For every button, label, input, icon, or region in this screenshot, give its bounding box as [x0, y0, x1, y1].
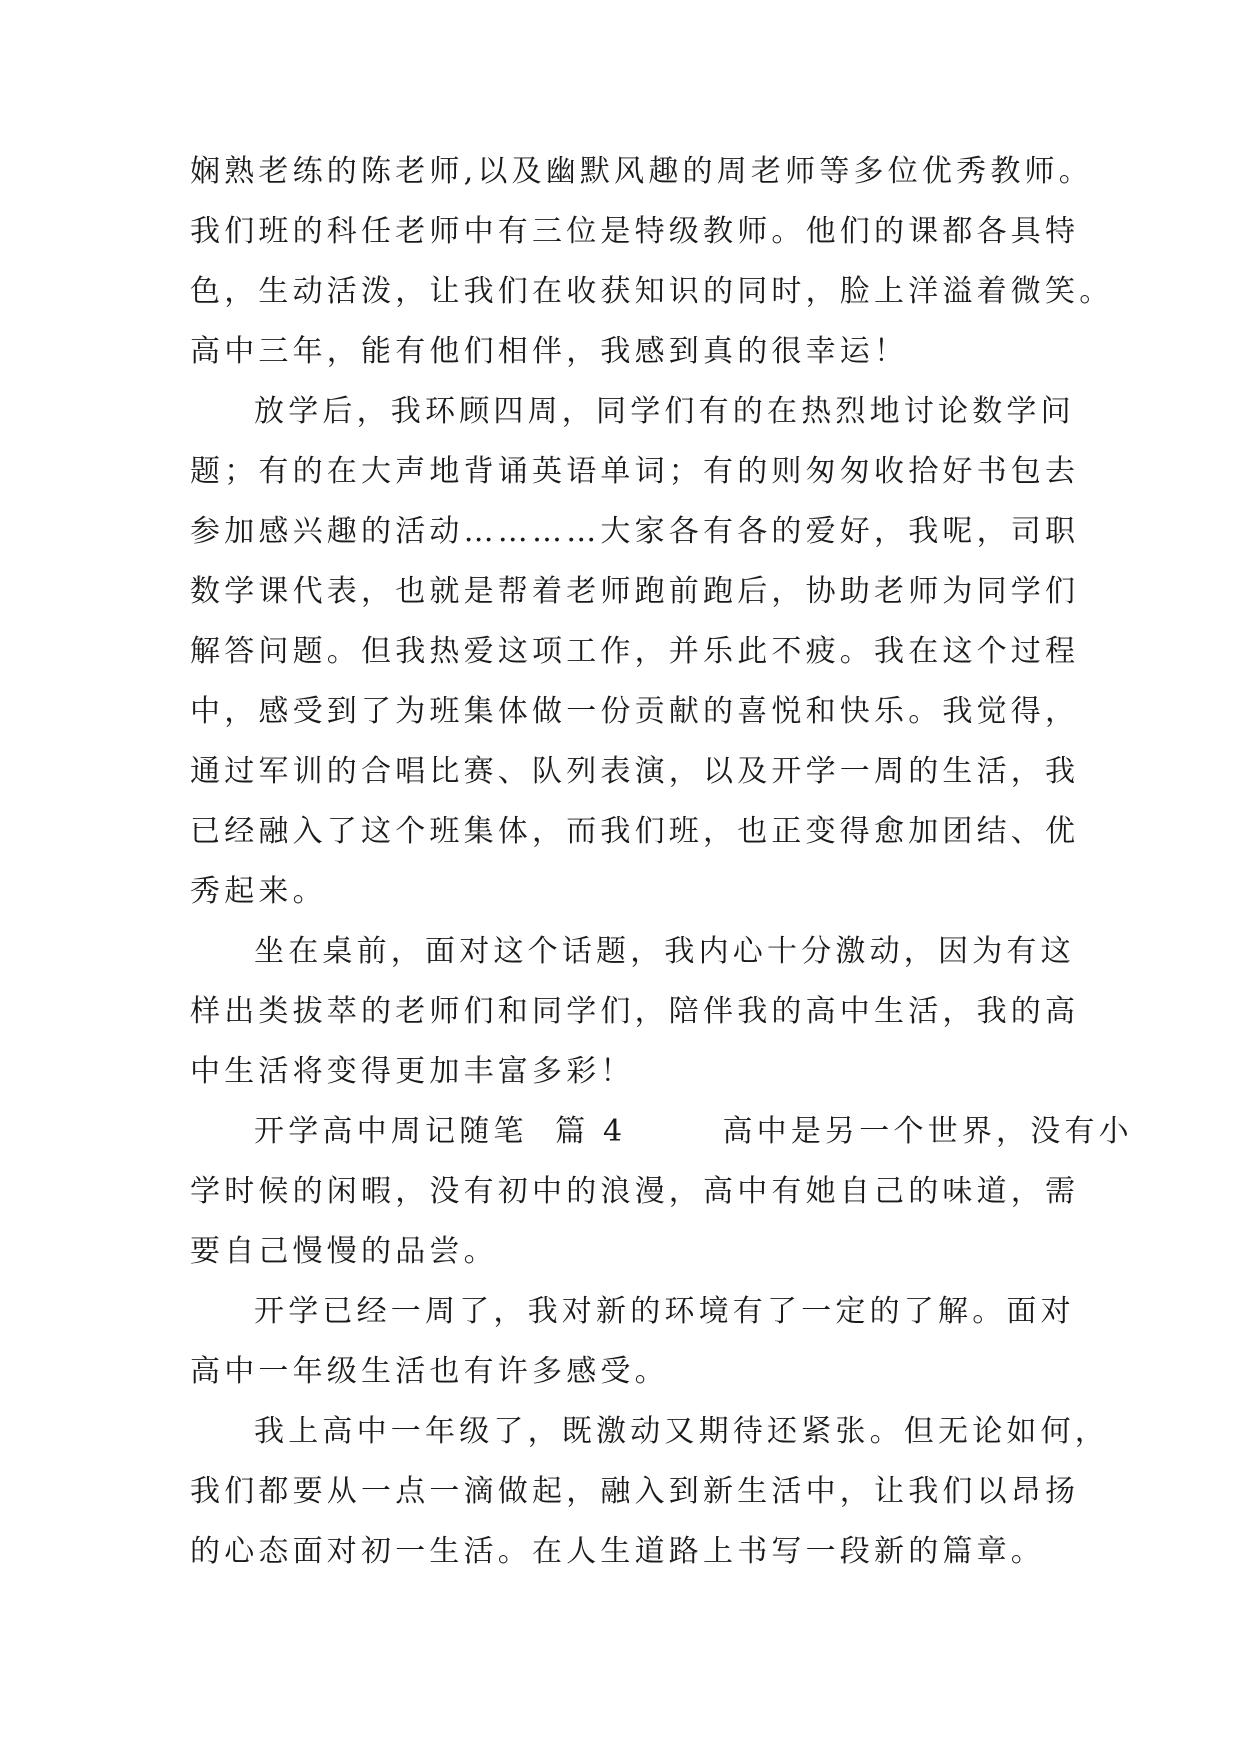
text-line: 数学课代表，也就是帮着老师跑前跑后，协助老师为同学们 — [190, 574, 1080, 609]
text-line: 通过军训的合唱比赛、队列表演，以及开学一周的生活，我 — [190, 754, 1080, 789]
text-line: 高中三年，能有他们相伴，我感到真的很幸运！ — [190, 334, 909, 369]
text-line: 色，生动活泼，让我们在收获知识的同时，脸上洋溢着微笑。 — [190, 274, 1114, 309]
text-line: 我们班的科任老师中有三位是特级教师。他们的课都各具特 — [190, 214, 1080, 249]
paragraph-first-line: 放学后，我环顾四周，同学们有的在热烈地讨论数学问 — [254, 394, 1075, 429]
text-line: 中，感受到了为班集体做一份贡献的喜悦和快乐。我觉得， — [190, 694, 1080, 729]
text-line: 学时候的闲暇，没有初中的浪漫，高中有她自己的味道，需 — [190, 1174, 1080, 1209]
paragraph-first-line: 我上高中一年级了，既激动又期待还紧张。但无论如何， — [254, 1414, 1109, 1449]
text-line: 秀起来。 — [190, 874, 327, 909]
text-line: 要自己慢慢的品尝。 — [190, 1234, 498, 1269]
text-line: 的心态面对初一生活。在人生道路上书写一段新的篇章。 — [190, 1534, 1045, 1569]
text-line: 我们都要从一点一滴做起，融入到新生活中，让我们以昂扬 — [190, 1474, 1080, 1509]
text-line: 已经融入了这个班集体，而我们班，也正变得愈加团结、优 — [190, 814, 1080, 849]
section-heading-line: 开学高中周记随笔 篇 4 高中是另一个世界，没有小 — [254, 1114, 1133, 1149]
text-line: 解答问题。但我热爱这项工作，并乐此不疲。我在这个过程 — [190, 634, 1080, 669]
text-line: 中生活将变得更加丰富多彩！ — [190, 1054, 635, 1089]
text-line: 样出类拔萃的老师们和同学们，陪伴我的高中生活，我的高 — [190, 994, 1080, 1029]
paragraph-first-line: 开学已经一周了，我对新的环境有了一定的了解。面对 — [254, 1294, 1075, 1329]
text-line: 娴熟老练的陈老师,以及幽默风趣的周老师等多位优秀教师。 — [190, 154, 1093, 189]
text-line: 高中一年级生活也有许多感受。 — [190, 1354, 669, 1389]
text-line: 参加感兴趣的活动…………大家各有各的爱好，我呢，司职 — [190, 514, 1080, 549]
text-line: 题；有的在大声地背诵英语单词；有的则匆匆收拾好书包去 — [190, 454, 1080, 489]
paragraph-first-line: 坐在桌前，面对这个话题，我内心十分激动，因为有这 — [254, 934, 1075, 969]
